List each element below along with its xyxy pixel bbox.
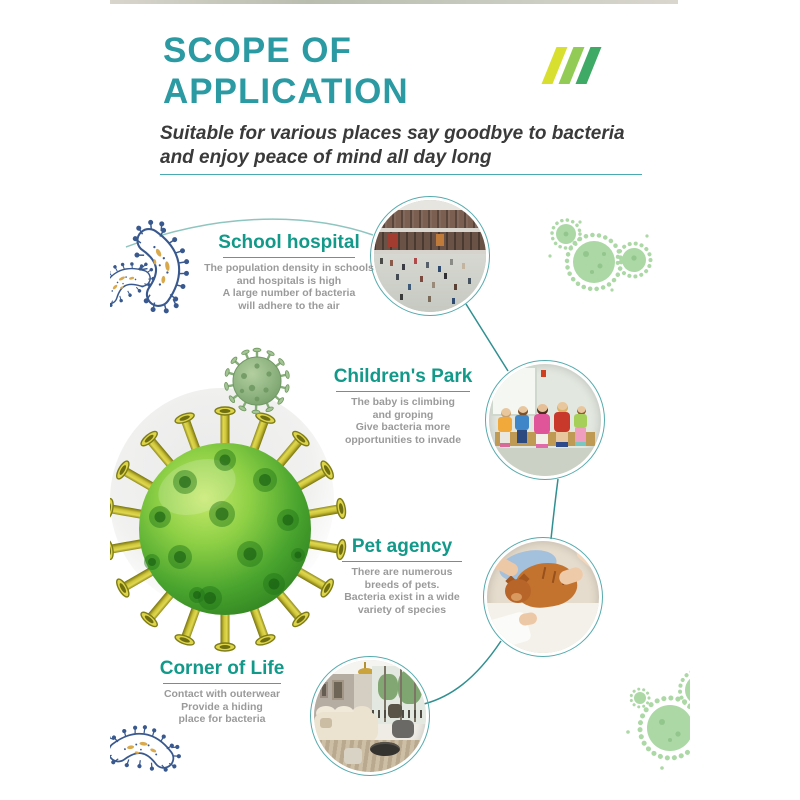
photo-art [344,748,362,764]
corner-of-life-photo [314,660,426,772]
photo-art [392,720,414,738]
title-line-2: APPLICATION [163,72,409,111]
subtitle-line-1: Suitable for various places say goodbye to bacteria [160,123,625,144]
photo-art [388,704,402,718]
photo-art [534,414,550,434]
photo-art [314,740,426,772]
section-heading: School hospital [218,232,360,253]
photo-art [489,448,601,476]
section-line: variety of species [357,603,447,616]
photo-art [320,682,328,698]
photo-art [498,417,512,432]
bacteria-icon [110,242,173,322]
photo-art [320,718,332,728]
photo-art [374,210,486,228]
section-line: will adhere to the air [238,299,340,312]
section-line: Give bacteria more [355,421,451,433]
section-line: The baby is climbing [351,396,455,408]
photo-art [374,254,486,312]
section-childrens-park [303,366,503,446]
photo-art [536,434,548,444]
photo-art [378,674,398,700]
pet-agency-photo [487,541,599,653]
photo-art [536,444,548,448]
section-line: breeds of pets. [364,578,440,591]
photo-art [541,370,546,377]
section-line: place for bacteria [178,713,266,725]
photo-art [511,593,522,601]
heading-underline [336,391,470,392]
section-heading: Corner of Life [159,658,285,679]
photo-art [574,414,587,428]
section-line: and groping [372,408,434,421]
photo-art [491,366,537,416]
section-heading: Children's Park [333,366,473,387]
section-line: and hospitals is high [236,274,342,287]
photo-art [370,742,400,756]
section-school-hospital [189,232,389,312]
section-line: Provide a hiding [181,700,263,713]
photo-art [517,430,527,443]
virus-small-icon [222,346,292,416]
heading-underline [163,683,281,684]
section-line: There are numerous [351,566,453,578]
photo-art [332,680,344,700]
section-line: The population density in schools [204,262,374,274]
section-line: A large number of bacteria [222,287,356,299]
title-line-1: SCOPE OF [163,31,352,70]
page-title [163,30,409,112]
photo-art [575,428,586,442]
photo-art [556,442,568,447]
photo-art [500,432,510,443]
poster-page [110,0,690,800]
photo-art [500,443,510,447]
photo-art [554,412,570,432]
section-corner-of-life [122,658,322,726]
virus-flat-icon [622,674,690,784]
photo-art [515,415,529,430]
virus-flat-icon [542,216,658,302]
photo-art [556,432,568,442]
stripes-icon [549,47,619,85]
childrens-park-photo [489,364,601,476]
photo-art [388,233,398,247]
section-line: opportunities to invade [344,433,462,446]
photo-art [380,258,383,264]
section-line: Contact with outerwear [163,688,281,700]
school-hospital-photo [374,200,486,312]
heading-underline [342,561,462,562]
page-subtitle [160,122,660,170]
section-line: Bacteria exist in a wide [344,591,460,603]
header-divider [160,174,642,175]
subtitle-line-2: and enjoy peace of mind all day long [160,147,492,168]
section-heading: Pet agency [351,536,453,557]
photo-art [436,234,444,246]
heading-underline [223,257,355,258]
photo-art [575,442,586,446]
section-pet-agency [302,536,502,616]
